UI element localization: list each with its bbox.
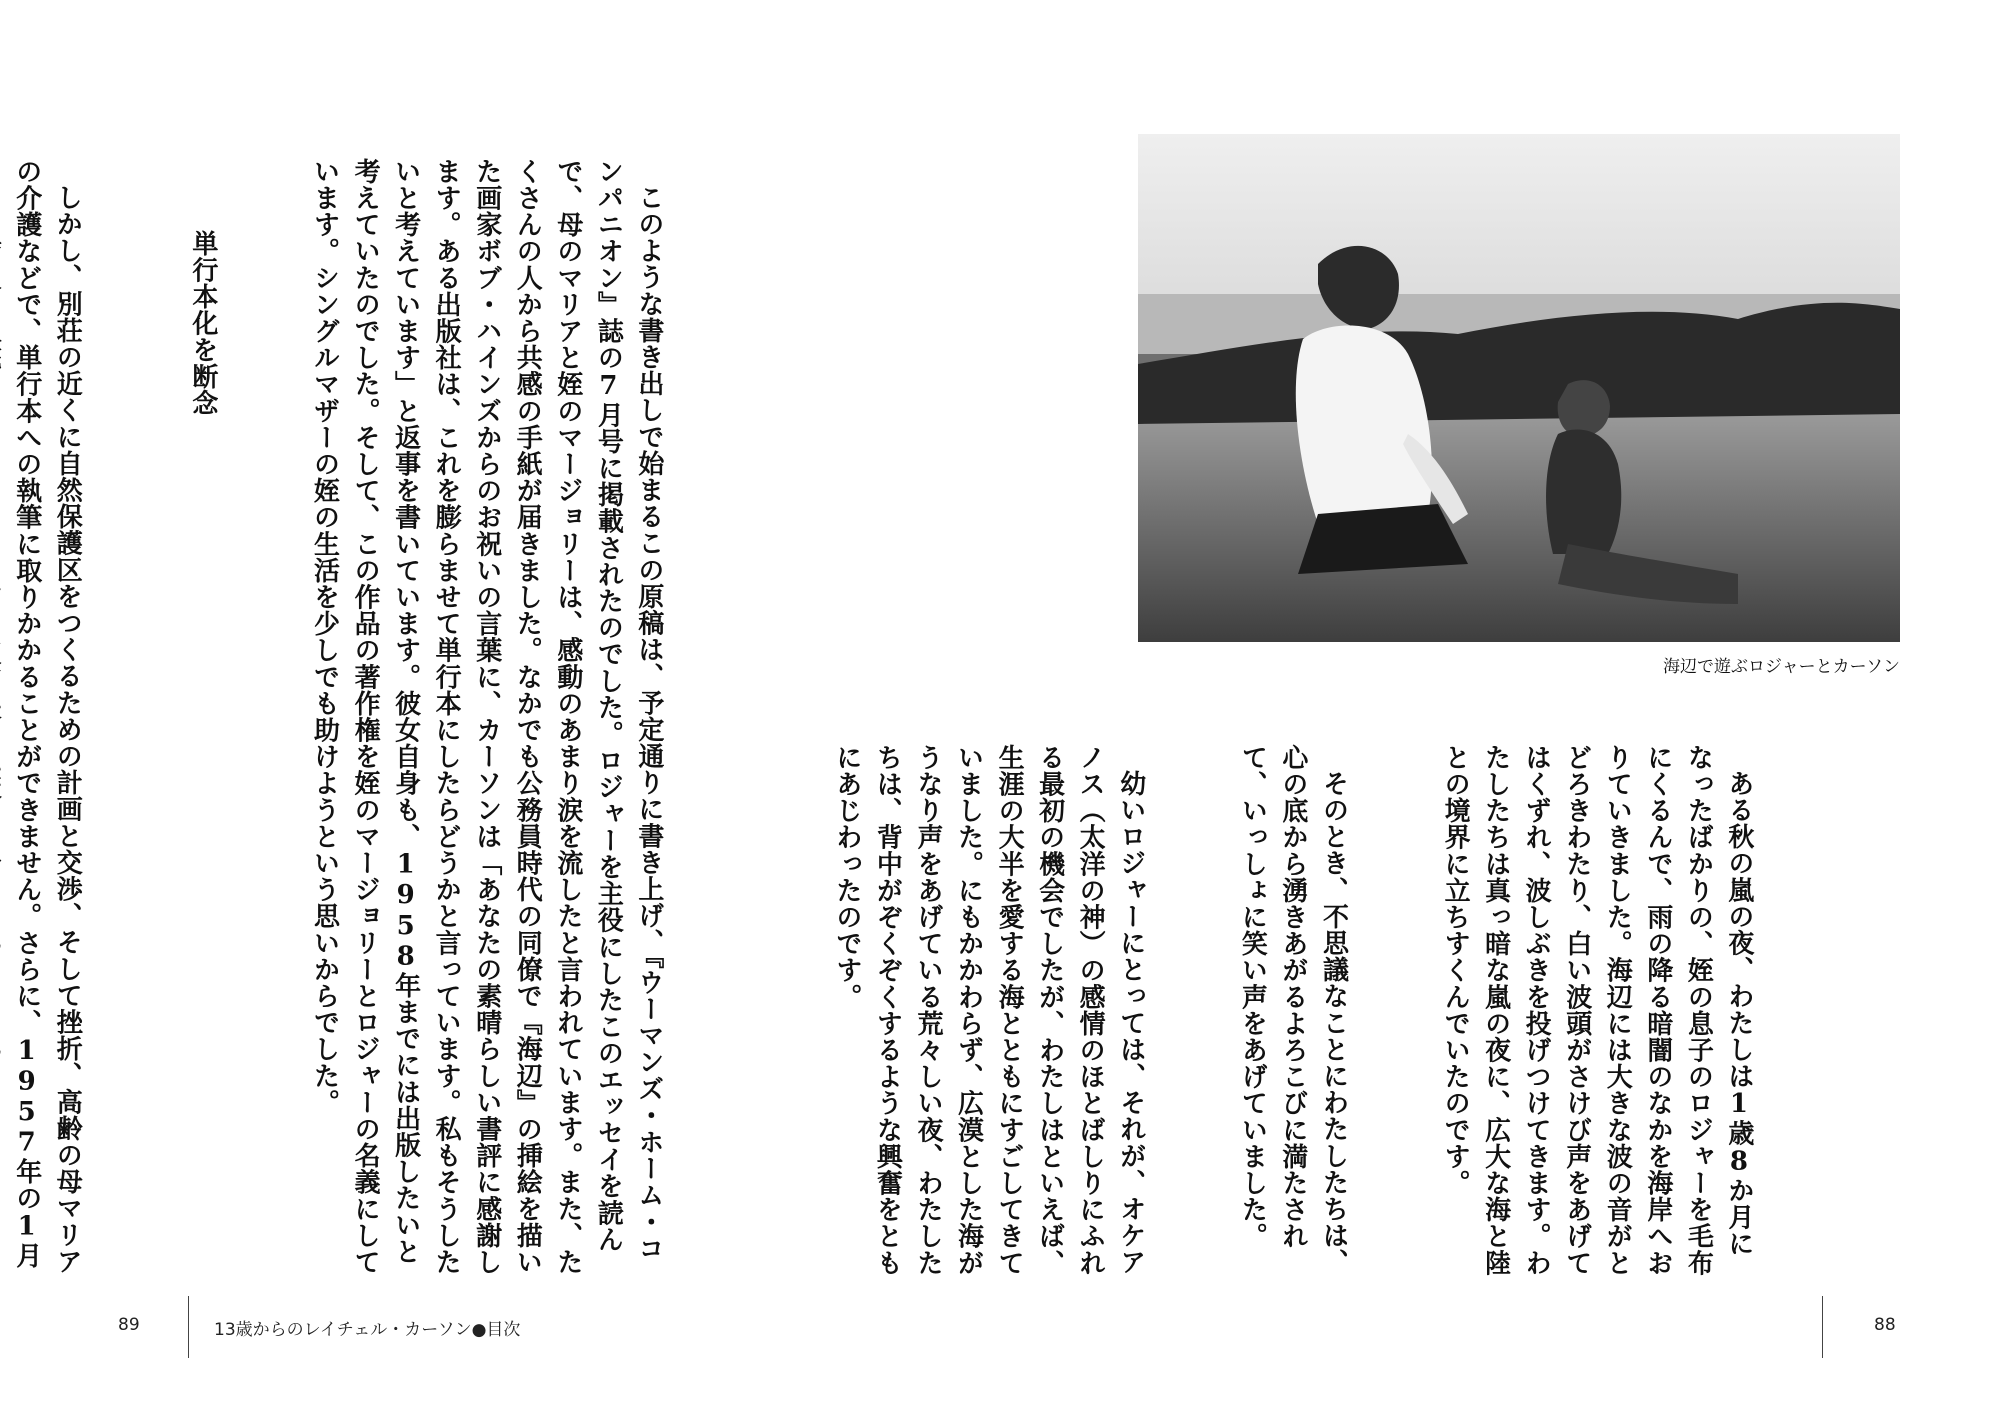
footer-divider <box>188 1296 189 1358</box>
photo-roger-and-carson <box>1138 134 1900 642</box>
page-number: 88 <box>1874 1315 1896 1335</box>
paragraph: そのとき、不思議なことにわたしたちは、心の底から湧きあがるよろこびに満たされて、いっしょに笑い声をあげていました。 <box>1237 744 1349 1276</box>
right-body-text <box>831 744 1840 1276</box>
running-head: 13歳からのレイチェル・カーソン●目次 <box>214 1320 521 1340</box>
footer-divider <box>1822 1296 1823 1358</box>
photo-caption: 海辺で遊ぶロジャーとカーソン <box>1663 657 1900 677</box>
left-body-text <box>11 158 750 1278</box>
page-number: 89 <box>118 1315 140 1335</box>
paragraph: このような書き出しで始まるこの原稿は、予定通りに書き上げ、『ウーマンズ・ホーム・コンパニオン』誌の7月号に掲載されたのでした。ロジャーを主役にしたこのエッセイを読んで、母のマリアと姪のマージョリーは、感動のあまり涙を流したと言われています。また、たくさんの人から共感の手紙が届きました。なかでも公務員時代の同僚で『海辺』の挿絵を描いた画家ボブ・ハインズからのお祝いの言葉に、カーソンは「あなたの素晴らしい書評に感謝します。ある出版社は、これを膨らませて単行本にしたらどうかと言っています。私もそうしたいと考えています」と返事を書いています。彼女自身も、1958年までには出版したいと考えていたのでした。そして、この作品の著作権を姪のマージョリーとロジャーの名義にしています。シングルマザーの姪の生活を少しでも助けようという思いからでした。 <box>309 158 664 1276</box>
beach-photo-illustration <box>1138 134 1900 642</box>
paragraph: ある秋の嵐の夜、わたしは1歳8か月になったばかりの、姪の息子のロジャーを毛布にくるんで、雨の降る暗闇のなかを海岸へおりていきました。海辺には大きな波の音がとどろきわたり、白い波頭がさけび声をあげてはくずれ、波しぶきを投げつけてきます。わたしたちは真っ暗な嵐の夜に、広大な海と陸との境界に立ちすくんでいたのです。 <box>1440 744 1754 1276</box>
paragraph: しかし、別荘の近くに自然保護区をつくるための計画と交渉、そして挫折、高齢の母マリアの介護などで、単行本への執筆に取りかかることができません。さらに、1957年の1月 <box>11 158 83 1275</box>
section-heading: 単行本化を断念 <box>187 230 218 417</box>
paragraph: 幼いロジャーにとっては、それが、オケアノス（太洋の神）の感情のほとばしりにふれる最初の機会でしたが、わたしはといえば、生涯の大半を愛する海とともにすごしてきていました。にもかかわらず、広漠とした海がうなり声をあげている荒々しい夜、わたしたちは、背中がぞくぞくするような興奮をともにあじわったのです。 <box>831 744 1146 1276</box>
